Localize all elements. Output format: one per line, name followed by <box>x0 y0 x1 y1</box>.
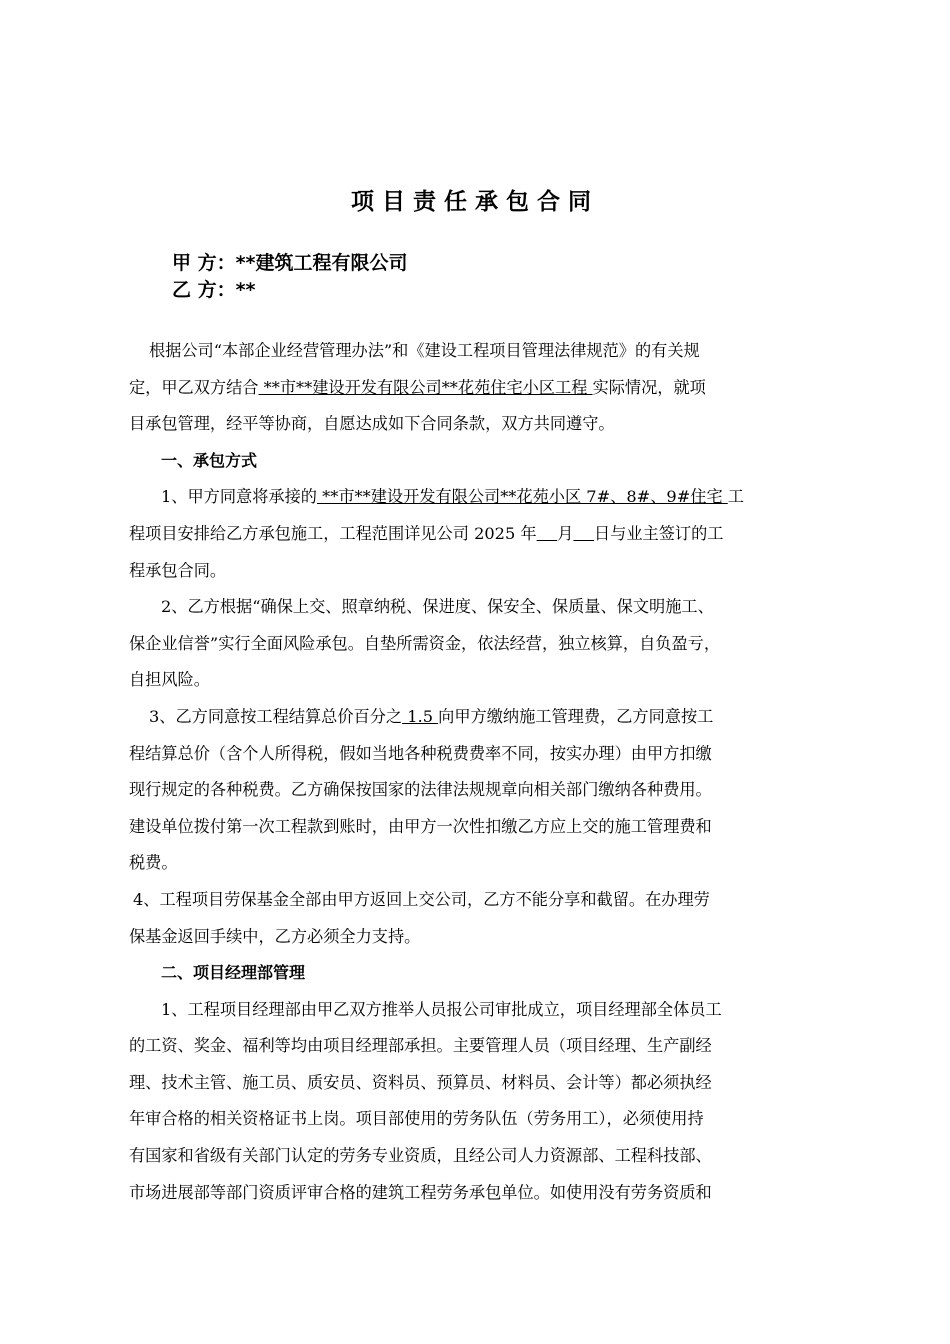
text-segment: 3、乙方同意按工程结算总价百分之 <box>149 706 403 726</box>
text-segment: 程项目安排给乙方承包施工，工程范围详见公司 2025 年 <box>129 523 537 543</box>
paragraph-line: 市场进展部等部门资质评审合格的建筑工程劳务承包单位。如使用没有劳务资质和 <box>129 1182 712 1202</box>
paragraph-line: 保基金返回手续中，乙方必须全力支持。 <box>129 926 421 946</box>
text-segment: 日与业主签订的工 <box>594 523 724 543</box>
paragraph-line <box>129 699 829 736</box>
paragraph-line: 保企业信誉”实行全面风险承包。自垫所需资金，依法经营，独立核算，自负盈亏， <box>129 633 721 653</box>
paragraph-line: 的工资、奖金、福利等均由项目经理部承担。主要管理人员（项目经理、生产副经 <box>129 1036 712 1056</box>
text-segment: 实际情况，就项 <box>592 377 706 397</box>
text-segment: 定，甲乙双方结合 <box>129 377 259 397</box>
paragraph-line: 程结算总价（含个人所得税，假如当地各种税费费率不同，按实办理）由甲方扣缴 <box>129 743 712 763</box>
paragraph-line: 税费。 <box>129 853 178 873</box>
party-b: 乙 方：** <box>172 279 256 301</box>
paragraph-line: 有国家和省级有关部门认定的劳务专业资质，且经公司人力资源部、工程科技部、 <box>129 1146 712 1166</box>
party-a: 甲 方：**建筑工程有限公司 <box>172 252 408 274</box>
paragraph-line: 现行规定的各种税费。乙方确保按国家的法律法规规章向相关部门缴纳各种费用。 <box>129 780 712 800</box>
underlined-project-name: **市**建设开发有限公司**花苑小区 7#、8#、9#住宅 <box>317 487 728 507</box>
underlined-project-name: **市**建设开发有限公司**花苑住宅小区工程 <box>258 377 593 397</box>
paragraph-line <box>129 516 829 553</box>
paragraph-line: 程承包合同。 <box>129 560 227 580</box>
paragraph-line: 年审合格的相关资格证书上岗。项目部使用的劳务队伍（劳务用工），必须使用持 <box>129 1109 704 1129</box>
text-segment: 月 <box>557 523 574 543</box>
paragraph-line: 4、工程项目劳保基金全部由甲方返回上交公司，乙方不能分享和截留。在办理劳 <box>133 889 710 909</box>
paragraph-line <box>129 479 829 516</box>
section-heading: 一、承包方式 <box>161 450 258 470</box>
paragraph-line: 1、工程项目经理部由甲乙双方推举人员报公司审批成立，项目经理部全体员工 <box>161 999 722 1019</box>
paragraph-line: 理、技术主管、施工员、质安员、资料员、预算员、材料员、会计等）都必须执经 <box>129 1072 712 1092</box>
paragraph-line: 2、乙方根据“确保上交、照章纳税、保进度、保安全、保质量、保文明施工、 <box>161 597 714 617</box>
blank-field <box>573 524 594 543</box>
paragraph-line <box>129 370 829 407</box>
document-title: 项目责任承包合同 <box>351 189 599 215</box>
text-segment: 工 <box>727 487 744 507</box>
paragraph-line: 建设单位拨付第一次工程款到账时，由甲方一次性扣缴乙方应上交的施工管理费和 <box>129 816 712 836</box>
blank-field <box>537 524 558 543</box>
paragraph-line: 根据公司“本部企业经营管理办法”和《建设工程项目管理法律规范》的有关规 <box>149 341 700 360</box>
text-segment: 向甲方缴纳施工管理费，乙方同意按工 <box>438 706 714 726</box>
text-segment: 1、甲方同意将承接的 <box>161 487 317 507</box>
underlined-rate: 1.5 <box>402 706 439 726</box>
contract-body <box>129 333 829 1211</box>
paragraph-line: 自担风险。 <box>129 670 210 690</box>
section-heading: 二、项目经理部管理 <box>161 963 306 983</box>
paragraph-line: 目承包管理，经平等协商，自愿达成如下合同条款，双方共同遵守。 <box>129 414 615 434</box>
